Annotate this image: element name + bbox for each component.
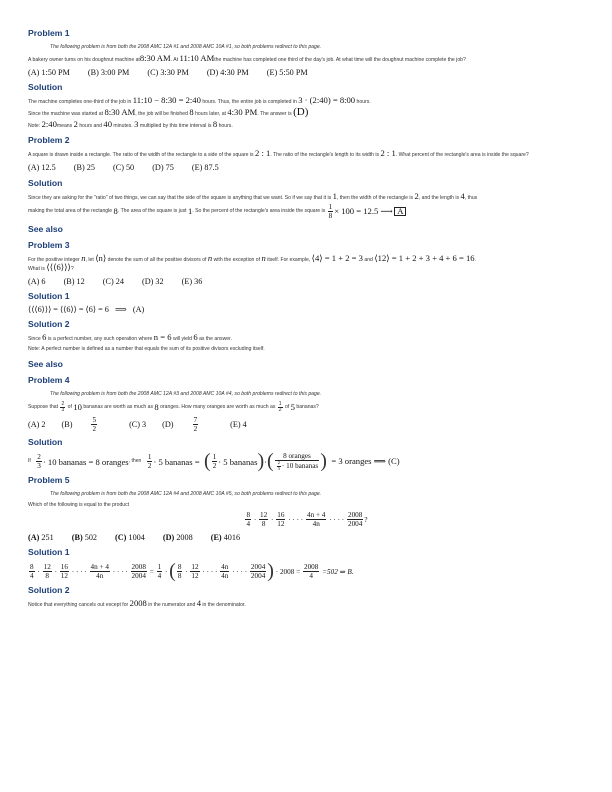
- problem-1-heading: Problem 1: [28, 28, 70, 38]
- fraction: $\frac{1}{2}$: [212, 453, 217, 470]
- problem-2-choices: [28, 162, 584, 174]
- fraction: $\frac{1}{4}$: [157, 563, 162, 580]
- problem-4-heading: Problem 4: [28, 375, 70, 385]
- problem-1-question: A bakery owner turns on his doughnut machine at8:30 AM. At 11:10 AMthe machine has completed one third of the day's job. At what time will the doughnut machine complete the job?: [28, 53, 466, 63]
- left-paren: (: [169, 560, 176, 582]
- fraction: $\frac{2008}{2004}$: [131, 563, 146, 580]
- choice-d: (D) 75: [152, 163, 174, 172]
- choice-e: (E) 5:50 PM: [266, 68, 308, 77]
- problem-5-heading: Problem 5: [28, 475, 70, 485]
- solution-heading: Solution: [28, 178, 63, 188]
- choice-c: (C) 50: [113, 163, 135, 172]
- solution-2-heading: Solution 2: [28, 585, 70, 595]
- solution-2-heading: Solution 2: [28, 319, 70, 329]
- choice-e: (E) 87.5: [191, 163, 219, 172]
- see-also-heading: See also: [28, 359, 63, 369]
- left-paren: (: [266, 450, 274, 472]
- choice-a: (A) 6: [28, 277, 46, 286]
- problem-1-choices: [28, 67, 584, 79]
- right-paren: ): [320, 450, 327, 472]
- choice-e: (E) 4: [230, 419, 247, 429]
- problem-2: [28, 135, 584, 235]
- choice-b: (B) 3:00 PM: [87, 68, 130, 77]
- fraction: $\frac{2}{3}$: [61, 401, 65, 413]
- article-page: [28, 28, 584, 609]
- fraction: $\frac{1}{8}$: [328, 203, 333, 220]
- fraction: $\frac{8}{4}$: [246, 511, 251, 528]
- answer-box: A: [394, 207, 406, 216]
- problem-3: [28, 240, 584, 370]
- fraction: $\frac{12}{8}$: [260, 511, 268, 528]
- choice-d: (D): [162, 419, 174, 429]
- fraction: $\frac{12}{12}$: [191, 563, 199, 580]
- choice-a: (A) 251: [28, 533, 54, 542]
- solution-heading: Solution: [28, 82, 63, 92]
- perfect-number-note: Note: A perfect number is defined as a number that equals the sum of its positive divisors excluding itself.: [28, 346, 265, 352]
- solution-line: making the total area of the rectangle 8 . The area of the square is just 1 . So the percent of the rectangle's area inside the square is $\frac{1}{8}$ × 100 = 12.5 ⟶ A: [28, 203, 584, 220]
- left-paren: (: [204, 450, 211, 472]
- problem-4: [28, 375, 584, 473]
- problem-1-redirect-note: The following problem is from both the 2008 AMC 12A #1 and 2008 AMC 10A #1, so both problems redirect to this page.: [50, 44, 322, 50]
- fraction: $\frac{1}{2}$: [147, 453, 152, 470]
- solution-line: Since 6 is a perfect number, any such operation where n = 6 will yield 6 as the answer.: [28, 332, 232, 342]
- problem-5: [28, 475, 584, 609]
- fraction: $\frac{5}{2}$: [92, 416, 97, 433]
- product-expression: $\frac{8}{4}$ · $\frac{12}{8}$ · $\frac{16}{12}$ · · · · $\frac{4n + 4}{4n}$ · · · · $\frac{2008}{2004}$ ?: [246, 511, 368, 528]
- choice-c: (C) 24: [102, 277, 124, 286]
- choice-a: (A) 1:50 PM: [28, 68, 70, 77]
- problem-4-question: Suppose that $\frac{2}{3}$ of 10 bananas are worth as much as 8 oranges. How many oranges are worth as much as $\frac{1}{2}$ of 5 bananas?: [28, 401, 319, 413]
- solution-1-equation: $\frac{8}{4}$ · $\frac{12}{8}$ · $\frac{16}{12}$ · · · · $\frac{4n + 4}{4n}$ · · · · $\frac{2008}{2004}$ = $\frac{1}{4}$ · ( $\frac{8}{8}$ · $\frac{12}{12}$ · · · · $\frac{4n}{4n}$ · · · · $\frac{2004}{2004}$ ) · 2008 = $\frac{2008}{4}$ =502 ⇒ B.: [30, 560, 354, 582]
- problem-4-redirect-note: The following problem is from both the 2008 AMC 12A #3 and 2008 AMC 10A #4, so both problems redirect to this page.: [50, 391, 322, 397]
- fraction: $\frac{1}{2}$: [278, 401, 282, 413]
- choice-e: (E) 4016: [210, 533, 241, 542]
- choice-b: (B) 502: [71, 533, 97, 542]
- fraction: $\frac{4n + 4}{4n}$: [306, 511, 326, 528]
- choice-c: (C) 1004: [115, 533, 145, 542]
- problem-5-choices: [28, 532, 584, 544]
- problem-3-question: For the positive integer n, let ⟨n⟩ denote the sum of all the positive divisors of n with the exception of n itself. For example, ⟨4⟩ = 1 + 2 = 3 and ⟨12⟩ = 1 + 2 + 3 + 4 + 6 = 16.: [28, 253, 476, 263]
- fraction: $\frac{8}{4}$: [30, 563, 34, 580]
- choice-b: (B): [61, 419, 73, 429]
- right-paren: ): [257, 450, 265, 472]
- solution-equation: If $\frac{2}{3}$ · 10 bananas = 8 oranges , then $\frac{1}{2}$ · 5 bananas = ( $\frac{1}{2}$ · 5 bananas ) · ( 8 oranges $\frac{2}{3}$ · 10 bananas ) = 3 oranges ⟹ (C): [28, 450, 400, 472]
- problem-3-question-2: What is ⟨⟨⟨6⟩⟩⟩?: [28, 262, 74, 272]
- choice-a: (A) 12.5: [28, 163, 56, 172]
- problem-3-choices: [28, 276, 584, 288]
- solution-heading: Solution: [28, 437, 63, 447]
- solution-1-equation: ⟨⟨⟨6⟩⟩⟩ = ⟨⟨6⟩⟩ = ⟨6⟩ = 6 ⟹ (A): [28, 305, 145, 314]
- choice-c: (C) 3:30 PM: [147, 68, 189, 77]
- choice-b: (B) 12: [63, 277, 85, 286]
- fraction: $\frac{7}{2}$: [193, 416, 198, 433]
- fraction: $\frac{2}{3}$: [37, 453, 41, 470]
- fraction: $\frac{2008}{2004}$: [347, 511, 363, 528]
- problem-2-heading: Problem 2: [28, 135, 70, 145]
- choice-e: (E) 36: [181, 277, 203, 286]
- fraction: $\frac{12}{8}$: [43, 563, 51, 580]
- solution-line: Note: 2:40means 2 hours and 40 minutes. 3 multiplied by this time interval is 8 hours.: [28, 119, 233, 129]
- solution-line: Since the machine was started at 8:30 AM, the job will be finished 8 hours later, at 4:30 PM. The answer is (D): [28, 106, 309, 118]
- answer-box: (D): [293, 106, 309, 118]
- fraction: $\frac{2004}{2004}$: [250, 563, 266, 580]
- fraction: 8 oranges $\frac{2}{3}$ · 10 bananas: [275, 452, 320, 471]
- choice-a: (A) 2: [28, 419, 46, 429]
- problem-4-choices: [28, 416, 584, 433]
- choice-d: (D) 4:30 PM: [206, 68, 249, 77]
- solution-line: Notice that everything cancels out except for 2008 in the numerator and 4 in the denominator.: [28, 598, 246, 608]
- fraction: $\frac{2008}{4}$: [303, 563, 319, 580]
- solution-1-heading: Solution 1: [28, 547, 70, 557]
- problem-2-question: A square is drawn inside a rectangle. The ratio of the width of the rectangle to a side of the square is 2 : 1. The ratio of the rectangle's length to its width is 2 : 1. What percent of the rectangle's area is inside the square?: [28, 148, 529, 158]
- fraction: $\frac{4n}{4n}$: [221, 563, 229, 580]
- right-paren: ): [267, 560, 274, 582]
- fraction: $\frac{16}{12}$: [60, 563, 68, 580]
- solution-1-heading: Solution 1: [28, 291, 70, 301]
- solution-line: The machine completes one-third of the job in 11:10 − 8:30 = 2:40 hours. Thus, the entire job is completed in 3 · (2:40) = 8:00 hours.: [28, 95, 371, 105]
- problem-5-question: Which of the following is equal to the product: [28, 502, 130, 508]
- fraction: $\frac{4n + 4}{4n}$: [90, 563, 109, 580]
- choice-d: (D) 32: [141, 277, 164, 286]
- fraction: $\frac{8}{8}$: [177, 563, 182, 580]
- see-also-heading: See also: [28, 224, 63, 234]
- solution-line: Since they are asking for the "ratio" of two things, we can say that the side of the square is anything that we want. So if we say that it is 1, then the width of the rectangle is 2, and the length is 4, thus: [28, 191, 478, 201]
- problem-5-redirect-note: The following problem is from both the 2008 AMC 12A #4 and 2008 AMC 10A #5, so both problems redirect to this page.: [50, 491, 322, 497]
- choice-b: (B) 25: [73, 163, 95, 172]
- problem-1: [28, 28, 584, 130]
- fraction: $\frac{16}{12}$: [277, 511, 285, 528]
- choice-d: (D) 2008: [162, 533, 193, 542]
- choice-c: (C) 3: [129, 419, 147, 429]
- problem-3-heading: Problem 3: [28, 240, 70, 250]
